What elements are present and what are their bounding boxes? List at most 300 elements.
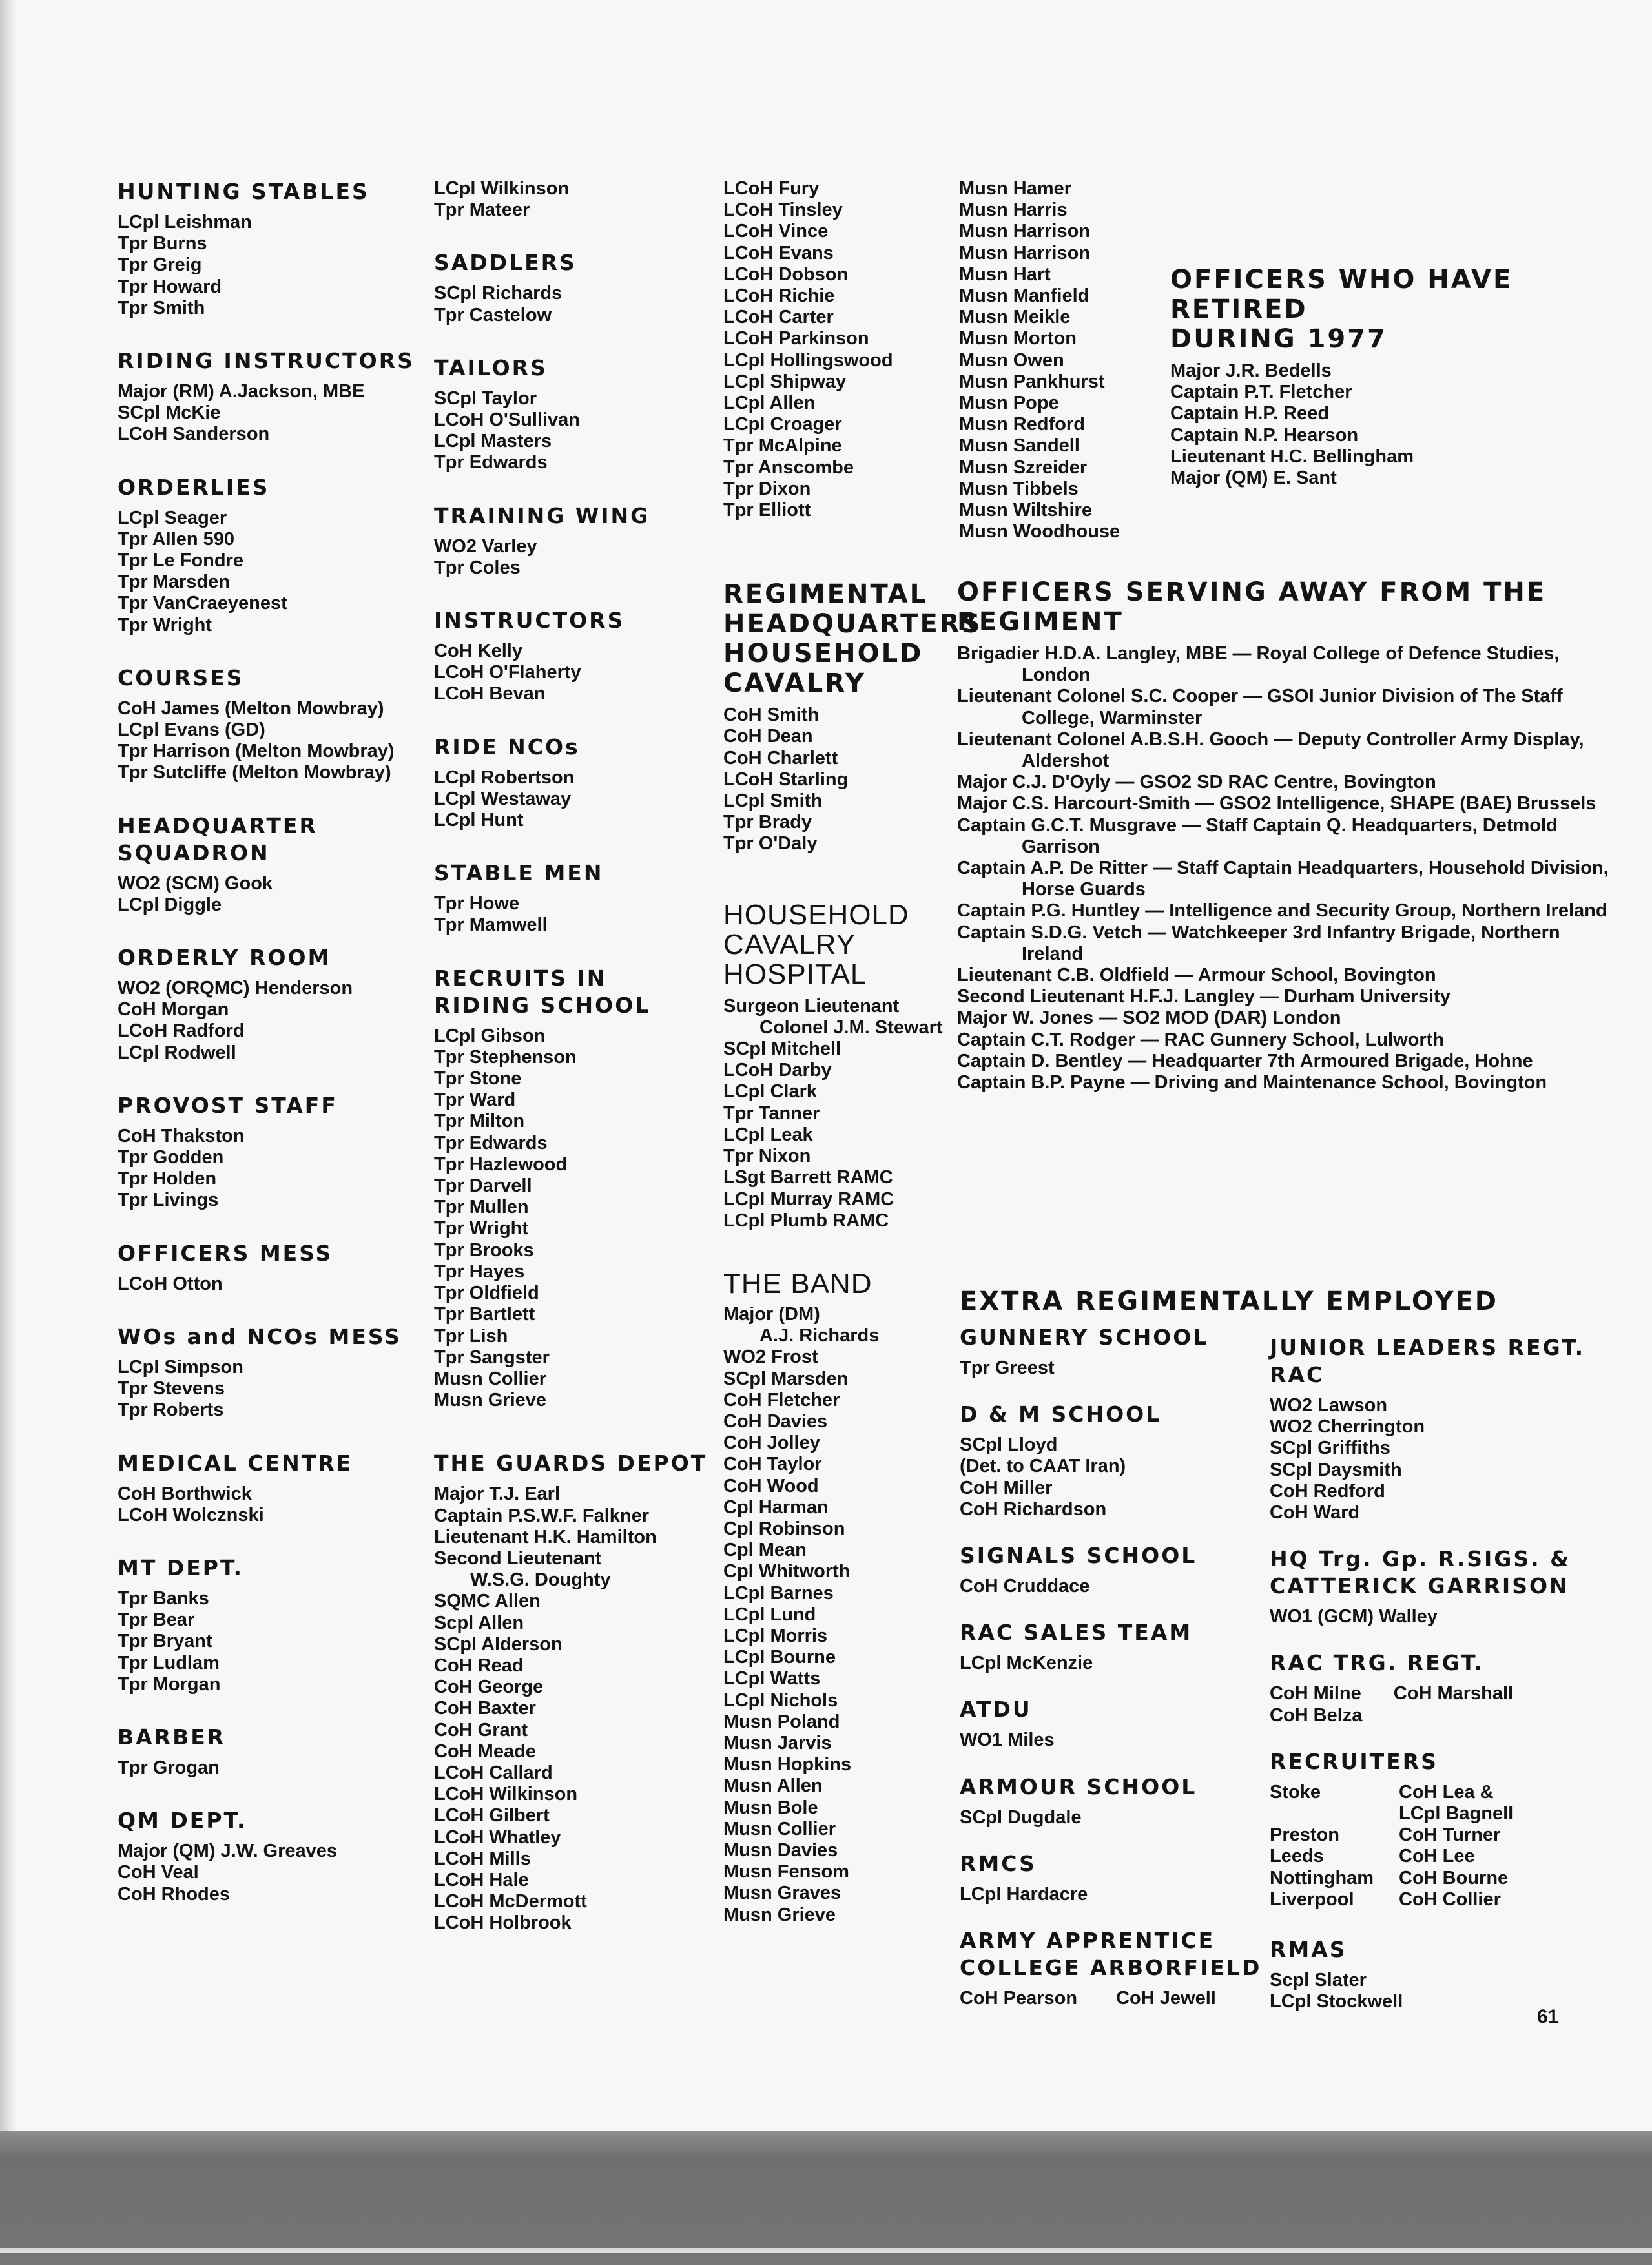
list-item: Musn Tibbels: [959, 478, 1079, 499]
list-item: LCoH Whatley: [434, 1826, 561, 1848]
list-item: LCoH Dobson: [723, 264, 849, 285]
section: [960, 1542, 1263, 1597]
column-4-band-list: [959, 178, 1153, 543]
recruiter-name: CoH Turner: [1399, 1825, 1501, 1846]
column-1: [118, 178, 428, 1934]
list-item: CoH Belza: [1270, 1704, 1363, 1726]
recruiter-place: Liverpool: [1270, 1888, 1354, 1910]
list-item: Tpr VanCraeyenest: [118, 593, 287, 614]
list-item: Major T.J. Earl: [434, 1484, 561, 1505]
list-item: SCpl Taylor: [434, 388, 537, 409]
list-item: LCoH Holbrook: [434, 1912, 572, 1934]
list-item: Tpr McAlpine: [723, 435, 842, 457]
list-item: LCoH Parkinson: [723, 328, 869, 349]
section-heading: TAILORS: [434, 355, 548, 380]
list-item: WO2 Lawson: [1270, 1395, 1388, 1416]
section: [434, 502, 718, 579]
section-heading: RMAS: [1270, 1937, 1347, 1963]
list-item: LCoH Mills: [434, 1848, 531, 1869]
list-item: Tpr Godden: [118, 1147, 224, 1168]
section-heading: OFFICERS SERVING AWAY FROM THE REGIMENT: [957, 577, 1547, 637]
list-item: CoH Grant: [434, 1719, 528, 1741]
list-item: SCpl Richards: [434, 283, 563, 304]
section-heading: THE GUARDS DEPOT: [434, 1451, 708, 1476]
section: [960, 1619, 1263, 1674]
list-item: LCoH Sanderson: [118, 424, 270, 445]
list-item: CoH Borthwick: [118, 1483, 252, 1504]
list-item: LCpl Bourne: [723, 1647, 836, 1668]
section: [118, 1240, 428, 1295]
section: [118, 178, 428, 319]
section-heading: INSTRUCTORS: [434, 608, 625, 634]
section-heading: HQ Trg. Gp. R.SIGS. & CATTERICK GARRISON: [1270, 1546, 1571, 1599]
list-item: CoH Kelly: [434, 641, 522, 662]
list-item: LCoH Tinsley: [723, 200, 843, 221]
list-item: LCoH Fury: [723, 178, 820, 199]
list-item: Tpr Banks: [118, 1588, 209, 1609]
ere-right-column: [1270, 1334, 1612, 2041]
away-section: [957, 577, 1609, 1093]
section: [118, 812, 428, 916]
list-item: Major W. Jones — SO2 MOD (DAR) London: [957, 1008, 1341, 1029]
list-item: Tpr Morgan: [118, 1673, 221, 1695]
list-item: LCpl Westaway: [434, 788, 572, 809]
list-item: CoH Jolley: [723, 1432, 820, 1454]
list-item: Tpr Brooks: [434, 1239, 534, 1261]
list-item: LCoH Hale: [434, 1869, 529, 1890]
list-item: Major C.S. Harcourt-Smith — GSO2 Intelligence, SHAPE (BAE) Brussels: [957, 793, 1596, 814]
section-heading: HOUSEHOLD CAVALRY HOSPITAL: [723, 898, 909, 990]
list-item: Tpr Bartlett: [434, 1304, 535, 1325]
list-item: Tpr Mamwell: [434, 915, 548, 936]
list-item: Captain A.P. De Ritter — Staff Captain Headquarters, Household Division, Horse Guards: [957, 858, 1609, 900]
section: [434, 178, 718, 221]
list-item: Musn Meikle: [959, 307, 1071, 328]
list-item: Lieutenant H.C. Bellingham: [1170, 446, 1414, 467]
section-heading: RIDE NCOs: [434, 734, 580, 760]
list-item: Musn Graves: [723, 1883, 841, 1904]
list-item: LCoH O'Flaherty: [434, 662, 581, 683]
list-item: Tpr Sangster: [434, 1347, 550, 1368]
list-item: WO1 Miles: [960, 1730, 1055, 1751]
section-heading: WOs and NCOs MESS: [118, 1323, 402, 1349]
list-item: CoH Smith: [723, 705, 820, 726]
page-binding-shadow: [0, 0, 17, 2131]
list-item: CoH Marshall: [1393, 1683, 1514, 1704]
list-item: Tpr Howard: [118, 276, 222, 297]
list-item: Captain H.P. Reed: [1170, 403, 1330, 424]
list-item: Captain P.S.W.F. Falkner: [434, 1505, 650, 1526]
list-item: Tpr Coles: [434, 557, 521, 578]
away-list: [957, 643, 1609, 1093]
list-item: SCpl Marsden: [723, 1368, 849, 1389]
recruiters-table: [1270, 1782, 1612, 1910]
list-item: LCoH Carter: [723, 307, 834, 328]
list-item: Tpr Ward: [434, 1090, 516, 1111]
list-item: Tpr Castelow: [434, 304, 552, 326]
list-item: LCoH Wilkinson: [434, 1784, 578, 1805]
list-item: Captain C.T. Rodger — RAC Gunnery School, Lulworth: [957, 1029, 1445, 1050]
section-heading: ORDERLIES: [118, 474, 270, 500]
section-heading: COURSES: [118, 665, 244, 690]
list-item: Musn Sandell: [959, 435, 1080, 457]
list-item: SCpl Dugdale: [960, 1806, 1082, 1828]
section-heading: MT DEPT.: [118, 1555, 243, 1580]
list-item: CoH Milne: [1270, 1683, 1361, 1704]
list-item: LCpl Masters: [434, 431, 552, 452]
list-item: Tpr O'Daly: [723, 833, 818, 854]
list-item: SCpl Lloyd: [960, 1434, 1058, 1456]
section: [960, 1401, 1263, 1520]
section: [434, 860, 718, 936]
list-item: Lieutenant C.B. Oldfield — Armour School, Bovington: [957, 965, 1436, 986]
section: [118, 1555, 428, 1695]
list-item: CoH Fletcher: [723, 1389, 840, 1411]
section-heading: SIGNALS SCHOOL: [960, 1543, 1197, 1569]
list-item: Musn Manfield: [959, 285, 1089, 307]
list-item: LCpl Robertson: [434, 767, 575, 788]
list-item: CoH Dean: [723, 726, 813, 747]
list-item: Tpr Marsden: [118, 572, 231, 593]
column-3: [723, 178, 982, 1954]
list-item: LCpl Hardacre: [960, 1883, 1088, 1905]
list-item: Musn Davies: [723, 1839, 838, 1861]
section: [723, 178, 956, 521]
list-item: Tpr Stephenson: [434, 1046, 577, 1068]
list-item: Lieutenant H.K. Hamilton: [434, 1526, 657, 1547]
list-item: Musn Collier: [434, 1368, 547, 1389]
list-item: Tpr Stevens: [118, 1378, 225, 1400]
list-item: Tpr Edwards: [434, 1132, 548, 1153]
page-number: 61: [1537, 2006, 1559, 2027]
section-heading: D & M SCHOOL: [960, 1401, 1162, 1427]
list-item: Musn Hamer: [959, 178, 1072, 199]
list-item: SCpl Daysmith: [1270, 1459, 1402, 1480]
list-item: Tpr Sutcliffe (Melton Mowbray): [118, 762, 391, 783]
list-item: CoH Davies: [723, 1411, 828, 1432]
section: [434, 607, 718, 705]
list-item: Musn Morton: [959, 328, 1077, 349]
list-item: CoH Redford: [1270, 1480, 1385, 1502]
list-item: WO2 (ORQMC) Henderson: [118, 978, 353, 999]
section-heading: OFFICERS MESS: [118, 1240, 333, 1266]
list-item: LCoH Wolcznski: [118, 1504, 264, 1526]
list-item: Musn Hopkins: [723, 1754, 852, 1775]
list-item: CoH Ward: [1270, 1502, 1360, 1524]
list-item: LCpl Lund: [723, 1604, 816, 1625]
section-heading: PROVOST STAFF: [118, 1092, 338, 1118]
section-heading: STABLE MEN: [434, 860, 604, 886]
list-item: Tpr Grogan: [118, 1757, 220, 1778]
list-item: Tpr Harrison (Melton Mowbray): [118, 741, 395, 762]
section-heading: REGIMENTAL HEADQUARTERS HOUSEHOLD CAVALRY: [723, 579, 982, 699]
list-item: Surgeon Lieutenant Colonel J.M. Stewart: [723, 995, 943, 1038]
list-item: Tpr Oldfield: [434, 1283, 539, 1304]
section: [960, 1850, 1263, 1905]
list-item: LCoH Gilbert: [434, 1805, 550, 1826]
section-heading: ARMY APPRENTICE COLLEGE ARBORFIELD: [960, 1928, 1262, 1981]
list-item: CoH Taylor: [723, 1454, 822, 1475]
list-item: LCoH Vince: [723, 221, 829, 242]
list-item: LCpl Clark: [723, 1081, 818, 1102]
section-heading: RECRUITS IN RIDING SCHOOL: [434, 965, 651, 1018]
list-item: Tpr Smith: [118, 297, 205, 318]
section-heading: RECRUITERS: [1270, 1748, 1438, 1774]
list-item: (Det. to CAAT Iran): [960, 1456, 1126, 1477]
list-item: Musn Szreider: [959, 457, 1088, 478]
list-item: Major (QM) J.W. Greaves: [118, 1841, 338, 1862]
list-item: Tpr Hayes: [434, 1261, 525, 1282]
section: [1270, 1936, 1612, 2012]
list-item: Tpr Mateer: [434, 200, 530, 221]
section: [960, 1774, 1263, 1828]
recruiter-name: CoH Lea & LCpl Bagnell: [1399, 1781, 1514, 1825]
section: [434, 965, 718, 1412]
section: [723, 900, 956, 1232]
section-heading: RAC SALES TEAM: [960, 1620, 1193, 1646]
section: [960, 1324, 1263, 1379]
list-item: LCpl Hunt: [434, 810, 524, 831]
list-item: LCoH Richie: [723, 285, 835, 307]
list-item: Musn Wiltshire: [959, 500, 1092, 521]
retired-list: [1170, 360, 1590, 489]
recruiter-name: CoH Bourne: [1399, 1867, 1509, 1888]
list-item: LCpl Allen: [723, 393, 816, 414]
section: [1270, 1334, 1612, 1524]
list-item: LCpl Wilkinson: [434, 178, 570, 199]
section: [1270, 1546, 1612, 1628]
list-item: Musn Jarvis: [723, 1732, 832, 1753]
list-item: SQMC Allen: [434, 1591, 541, 1612]
list-item: Major C.J. D'Oyly — GSO2 SD RAC Centre, Bovington: [957, 772, 1436, 793]
list-item: Tpr Stone: [434, 1068, 522, 1090]
list-item: Tpr Dixon: [723, 478, 811, 499]
recruiter-place: Leeds: [1270, 1846, 1324, 1867]
recruiter-name: CoH Lee: [1399, 1846, 1475, 1867]
list-item: Second Lieutenant W.S.G. Doughty: [434, 1547, 611, 1591]
list-item: CoH Miller: [960, 1477, 1053, 1498]
section-heading: QM DEPT.: [118, 1808, 247, 1834]
list-item: LCpl Murray RAMC: [723, 1188, 894, 1210]
list-item: Second Lieutenant H.F.J. Langley — Durham University: [957, 986, 1451, 1008]
list-item: Cpl Harman: [723, 1496, 829, 1518]
list-item: Captain P.T. Fletcher: [1170, 382, 1352, 403]
section-heading: RMCS: [960, 1850, 1037, 1876]
list-item: CoH George: [434, 1677, 544, 1698]
list-item: WO2 Cherrington: [1270, 1416, 1425, 1438]
list-item: Cpl Mean: [723, 1540, 807, 1561]
list-item: Musn Allen: [723, 1775, 823, 1797]
section: [118, 1323, 428, 1422]
list-item: Tpr Ludlam: [118, 1652, 220, 1673]
section: [118, 1092, 428, 1212]
list-item: Tpr Wright: [434, 1218, 529, 1239]
list-item: WO2 (SCM) Gook: [118, 873, 273, 894]
retired-section: [1170, 265, 1590, 489]
list-item: Tpr Bear: [118, 1609, 195, 1631]
section-heading: TRAINING WING: [434, 502, 650, 528]
section-heading: RIDING INSTRUCTORS: [118, 348, 415, 374]
list-item: Cpl Robinson: [723, 1518, 845, 1539]
section: [960, 1927, 1263, 2009]
column-2: [434, 178, 718, 1963]
list-item: LCoH Starling: [723, 769, 849, 790]
list-item: LCoH McDermott: [434, 1891, 587, 1912]
section: [434, 1450, 718, 1934]
list-item: SCpl Mitchell: [723, 1039, 841, 1060]
list-item: Tpr Lish: [434, 1325, 508, 1347]
list-item: LCoH Bevan: [434, 683, 546, 705]
list-item: Captain P.G. Huntley — Intelligence and Security Group, Northern Ireland: [957, 900, 1607, 922]
section: [434, 734, 718, 832]
list-item: LCpl Morris: [723, 1625, 828, 1646]
list-item: Tpr Tanner: [723, 1102, 820, 1124]
list-item: Major (DM) A.J. Richards: [723, 1303, 880, 1347]
list-item: CoH Cruddace: [960, 1576, 1090, 1597]
list-item: CoH Meade: [434, 1741, 536, 1762]
list-item: LCoH Evans: [723, 242, 834, 264]
section: [118, 665, 428, 784]
list-item: LCpl Gibson: [434, 1025, 546, 1046]
list-item: LCpl Evans (GD): [118, 719, 265, 741]
list-item: CoH Wood: [723, 1475, 819, 1496]
ere-section: [960, 1287, 1606, 1323]
section-heading: HUNTING STABLES: [118, 179, 369, 204]
section-heading: JUNIOR LEADERS REGT. RAC: [1270, 1335, 1585, 1387]
list-item: Musn Collier: [723, 1818, 836, 1839]
list-item: LCpl Leishman: [118, 212, 252, 233]
list-item: Lieutenant Colonel S.C. Cooper — GSOI Junior Division of The Staff College, Warminster: [957, 686, 1563, 729]
section: [118, 1724, 428, 1779]
list-item: Musn Fensom: [723, 1861, 849, 1883]
section-heading: HEADQUARTER SQUADRON: [118, 812, 318, 865]
section-heading: GUNNERY SCHOOL: [960, 1325, 1209, 1350]
list-item: LCpl Seager: [118, 507, 227, 528]
section-heading: EXTRA REGIMENTALLY EMPLOYED: [960, 1287, 1498, 1316]
section: [1270, 1650, 1612, 1726]
list-item: Tpr Anscombe: [723, 457, 854, 478]
list-item: CoH Baxter: [434, 1698, 536, 1719]
list-item: SCpl Alderson: [434, 1633, 563, 1655]
list-item: LCpl Hollingswood: [723, 349, 893, 371]
list-item: LCoH Otton: [118, 1273, 223, 1294]
section-heading: ATDU: [960, 1697, 1032, 1722]
section-heading: THE BAND: [723, 1267, 872, 1299]
section-heading: ARMOUR SCHOOL: [960, 1774, 1197, 1799]
list-item: Tpr Howe: [434, 893, 520, 915]
list-item: CoH Veal: [118, 1862, 199, 1883]
section-heading: RAC TRG. REGT.: [1270, 1650, 1485, 1676]
list-item: WO2 Varley: [434, 535, 537, 557]
list-item: Tpr Greest: [960, 1358, 1055, 1378]
list-item: LCpl Nichols: [723, 1690, 838, 1711]
list-item: CoH Thakston: [118, 1125, 245, 1146]
list-item: Musn Hart: [959, 264, 1051, 285]
list-item: CoH Morgan: [118, 999, 229, 1020]
list-item: LCoH Radford: [118, 1020, 245, 1042]
list-item: Scpl Allen: [434, 1612, 524, 1633]
list-item: LCoH Callard: [434, 1762, 553, 1783]
list-item: LCpl McKenzie: [960, 1653, 1093, 1674]
section-heading: ORDERLY ROOM: [118, 945, 331, 971]
list-item: Tpr Burns: [118, 233, 207, 254]
list-item: Tpr Allen 590: [118, 528, 235, 550]
section: [723, 1267, 956, 1926]
section-heading: OFFICERS WHO HAVE RETIRED DURING 1977: [1170, 265, 1513, 354]
list-item: LCpl Shipway: [723, 371, 847, 392]
list-item: LCpl Diggle: [118, 894, 222, 915]
list-item: Tpr Mullen: [434, 1197, 529, 1218]
list-item: Tpr Le Fondre: [118, 550, 243, 572]
list-item: LCoH Darby: [723, 1060, 832, 1081]
list-item: Musn Pankhurst: [959, 371, 1105, 392]
section: [1270, 1748, 1612, 1910]
list-item: Cpl Whitworth: [723, 1561, 851, 1582]
list-item: CoH Charlett: [723, 747, 838, 769]
list-item: Major J.R. Bedells: [1170, 360, 1332, 381]
recruiter-place: Stoke: [1270, 1781, 1321, 1803]
list-item: LCpl Croager: [723, 414, 842, 435]
list-item: Musn Harris: [959, 200, 1068, 221]
list-item: Tpr Edwards: [434, 452, 548, 473]
list-item: WO1 (GCM) Walley: [1270, 1606, 1438, 1628]
list-item: Musn Woodhouse: [959, 521, 1120, 543]
list-item: Tpr Roberts: [118, 1400, 224, 1421]
list-item: Musn Harrison: [959, 221, 1091, 242]
list-item: LCpl Watts: [723, 1668, 821, 1690]
list-item: Tpr Livings: [118, 1190, 219, 1211]
list-item: Captain N.P. Hearson: [1170, 424, 1359, 446]
list-item: LCoH O'Sullivan: [434, 409, 581, 431]
list-item: Tpr Brady: [723, 812, 812, 833]
list-item: Tpr Nixon: [723, 1146, 811, 1167]
list-item: LCpl Barnes: [723, 1582, 834, 1604]
recruiter-place: Nottingham: [1270, 1867, 1374, 1888]
list-item: Tpr Elliott: [723, 500, 811, 521]
section: [434, 355, 718, 474]
list-item: WO2 Frost: [723, 1347, 818, 1368]
list-item: Major (RM) A.Jackson, MBE: [118, 381, 365, 402]
list-item: Musn Poland: [723, 1711, 840, 1732]
list-item: LCpl Rodwell: [118, 1042, 236, 1063]
name-pair: [1270, 1683, 1612, 1704]
list-item: LCpl Simpson: [118, 1356, 243, 1378]
list-item: Lieutenant Colonel A.B.S.H. Gooch — Deputy Controller Army Display, Aldershot: [957, 729, 1584, 772]
list-item: CoH Richardson: [960, 1498, 1107, 1520]
list-item: Musn Redford: [959, 414, 1085, 435]
list-item: Captain G.C.T. Musgrave — Staff Captain Q. Headquarters, Detmold Garrison: [957, 814, 1558, 857]
list-item: LCpl Leak: [723, 1124, 813, 1145]
section: [118, 474, 428, 636]
list-item: LCpl Stockwell: [1270, 1991, 1403, 2012]
list-item: CoH Rhodes: [118, 1883, 230, 1905]
list-item: Tpr Hazlewood: [434, 1153, 568, 1175]
list-item: Tpr Bryant: [118, 1631, 212, 1652]
list-item: Musn Grieve: [723, 1904, 836, 1925]
ere-left-column: [960, 1324, 1263, 2038]
section: [118, 944, 428, 1064]
list-item: LCpl Smith: [723, 791, 823, 812]
list-item: Musn Bole: [723, 1797, 818, 1818]
scan-bottom-margin: [0, 2131, 1652, 2265]
section: [118, 1450, 428, 1526]
section-heading: SADDLERS: [434, 250, 577, 276]
list-item: CoH Read: [434, 1655, 524, 1676]
list-item: Musn Harrison: [959, 242, 1091, 264]
name-pair: [960, 1988, 1263, 2009]
list-item: LCpl Plumb RAMC: [723, 1210, 889, 1231]
section: [723, 579, 982, 854]
